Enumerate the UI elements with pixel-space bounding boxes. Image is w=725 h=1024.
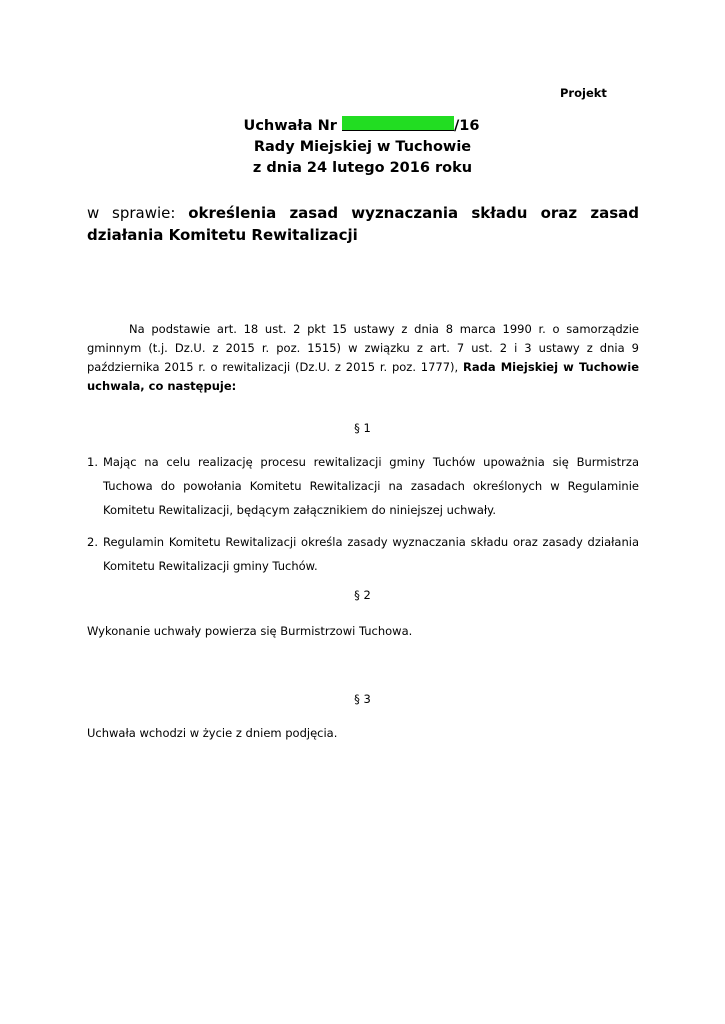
list-item-text: Regulamin Komitetu Rewitalizacji określa zasady wyznaczania składu oraz zasady działania Komitetu Rewitalizacji gminy Tuchów. xyxy=(103,535,639,573)
list-item xyxy=(87,450,639,522)
list-item-number: 1. xyxy=(87,455,98,469)
resolution-date: z dnia 24 lutego 2016 roku xyxy=(252,160,473,176)
subject-text: określenia zasad wyznaczania składu oraz zasad działania Komitetu Rewitalizacji xyxy=(87,204,639,244)
resolution-title xyxy=(0,116,725,179)
section-2-heading: § 2 xyxy=(354,588,371,602)
resolution-subject xyxy=(87,202,639,246)
resolution-number-line xyxy=(0,116,724,137)
section-3-text: Uchwała wchodzi w życie z dniem podjęcia. xyxy=(87,726,338,740)
subject-lead: w sprawie: xyxy=(87,204,189,222)
section-3-heading: § 3 xyxy=(354,692,371,706)
list-item-number: 2. xyxy=(87,535,98,549)
legal-basis-paragraph xyxy=(87,320,639,396)
resolution-number-suffix: /16 xyxy=(453,118,480,134)
section-2-text: Wykonanie uchwały powierza się Burmistrzowi Tuchowa. xyxy=(87,624,413,638)
list-item-text: Mając na celu realizację procesu rewitalizacji gminy Tuchów upoważnia się Burmistrza Tuchowa do powołania Komitetu Rewitalizacji na zasadach określonych w Regulaminie Komitetu Rewitalizacji, będącym załącznikiem do niniejszej uchwały. xyxy=(103,455,639,517)
projekt-label: Projekt xyxy=(560,86,607,100)
list-item xyxy=(87,530,639,578)
resolution-number-prefix: Uchwała Nr xyxy=(243,118,342,134)
section-1-list xyxy=(87,450,639,578)
section-1-heading: § 1 xyxy=(354,421,371,435)
council-name: Rady Miejskiej w Tuchowie xyxy=(253,139,472,155)
resolution-number-placeholder xyxy=(342,116,454,131)
legal-basis-bold: Rada Miejskiej w Tuchowie uchwala, co następuje: xyxy=(87,360,639,393)
legal-basis-text: Na podstawie art. 18 ust. 2 pkt 15 ustawy z dnia 8 marca 1990 r. o samorządzie gminnym (t.j. Dz.U. z 2015 r. poz. 1515) w związku z art. 7 ust. 2 i 3 ustawy z dnia 9 października 2015 r. o rewitalizacji (Dz.U. z 2015 r. poz. 1777), xyxy=(87,322,639,374)
